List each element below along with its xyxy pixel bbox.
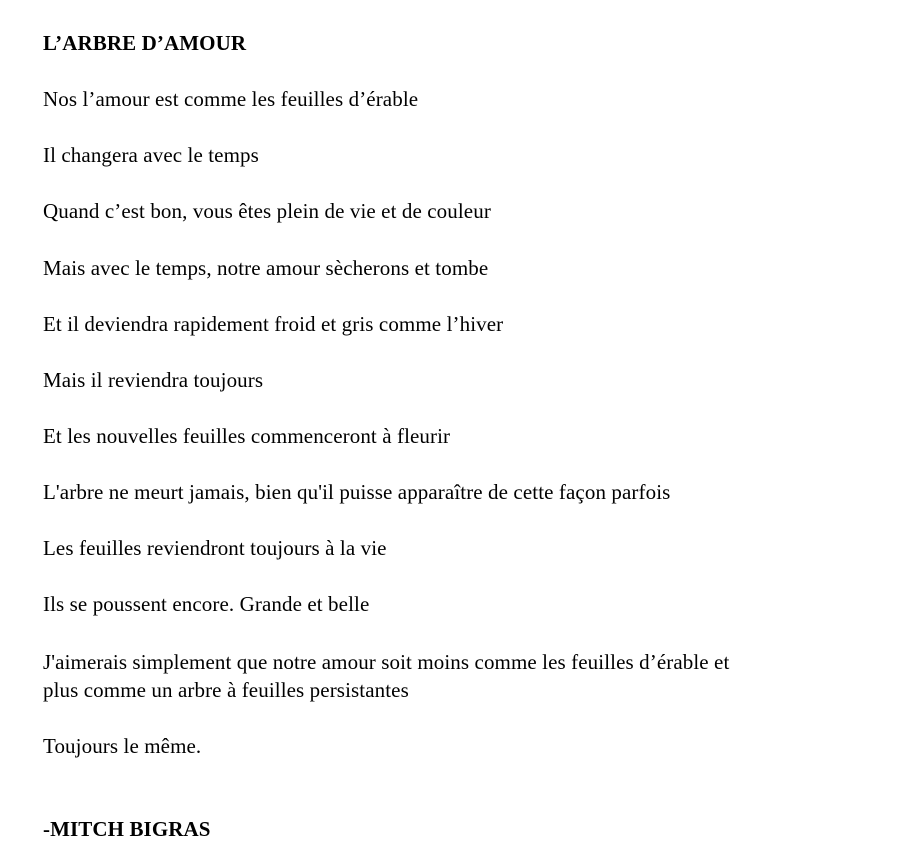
poem-line: Mais avec le temps, notre amour sècherons et tombe	[43, 256, 489, 280]
poem-line: Quand c’est bon, vous êtes plein de vie et de couleur	[43, 199, 491, 223]
poem-line: Les feuilles reviendront toujours à la vie	[43, 536, 387, 560]
poem-line: Il changera avec le temps	[43, 143, 259, 167]
poem-title: L’ARBRE D’AMOUR	[43, 31, 247, 55]
poem-line: Toujours le même.	[43, 734, 202, 758]
poem-line: plus comme un arbre à feuilles persistantes	[43, 678, 409, 702]
poem-line: Ils se poussent encore. Grande et belle	[43, 592, 370, 616]
poem-line: Et il deviendra rapidement froid et gris comme l’hiver	[43, 312, 504, 336]
poem-line: Et les nouvelles feuilles commenceront à fleurir	[43, 424, 451, 448]
poem-line: L'arbre ne meurt jamais, bien qu'il puisse apparaître de cette façon parfois	[43, 480, 671, 504]
poem-line: J'aimerais simplement que notre amour soit moins comme les feuilles d’érable et	[43, 650, 730, 674]
poem-line: Mais il reviendra toujours	[43, 368, 264, 392]
poem-signature: -MITCH BIGRAS	[43, 817, 211, 841]
poem-line: Nos l’amour est comme les feuilles d’érable	[43, 87, 419, 111]
